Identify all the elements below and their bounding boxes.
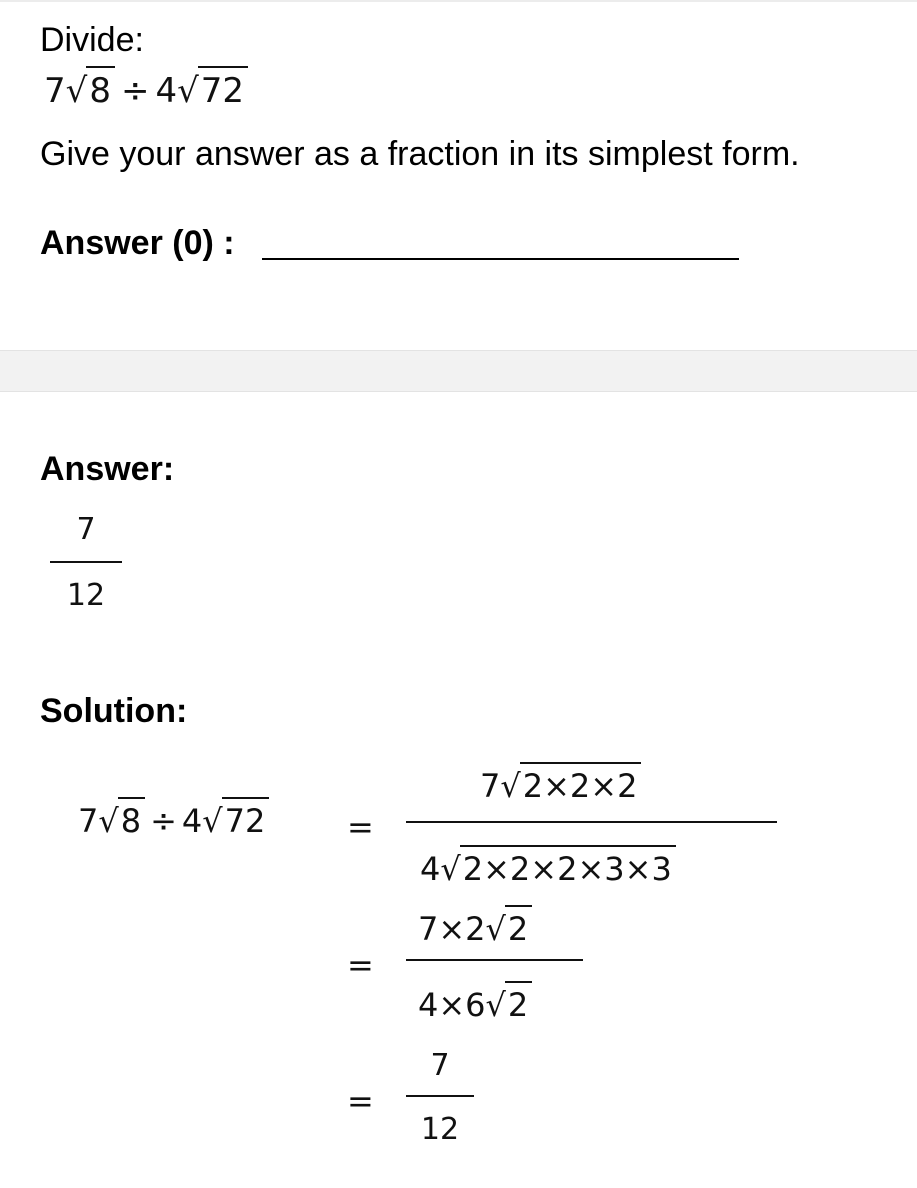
step2-den-sqrt (486, 981, 533, 1027)
lhs-sqrt-2 (202, 797, 269, 843)
step1-num-radicand: 2×2×2 (520, 762, 642, 808)
step1-numerator (480, 762, 641, 808)
radical-icon: √ (202, 802, 223, 840)
solution-lhs (78, 797, 269, 843)
radical-icon: √ (65, 71, 88, 111)
step2-fraction-bar (406, 959, 583, 961)
step1-num-coef: 7 (480, 767, 501, 805)
sqrt-8 (66, 66, 115, 114)
divide-operator: ÷ (120, 71, 150, 111)
question-instruction: Give your answer as a fraction in its simplest form. (40, 135, 800, 173)
radicand-1: 8 (86, 66, 115, 114)
answer-fraction-bar (50, 561, 122, 563)
equals-sign-1: = (347, 808, 374, 846)
lhs-radicand-2: 72 (222, 797, 270, 843)
step2-num-sqrt (486, 905, 533, 951)
answer-input-line[interactable] (262, 258, 739, 260)
answer-input-label: Answer (0) : (40, 224, 235, 262)
expr-coef-1: 7 (44, 71, 66, 111)
step2-denominator (418, 981, 532, 1027)
lhs-coef-1: 7 (78, 802, 99, 840)
step1-den-sqrt (440, 845, 675, 891)
radical-icon: √ (177, 71, 199, 111)
solution-label: Solution: (40, 692, 188, 730)
step3-denominator: 12 (420, 1112, 460, 1147)
sqrt-72 (177, 66, 248, 114)
lhs-sqrt-1 (98, 797, 145, 843)
step2-numerator (418, 905, 532, 951)
equals-sign-2: = (347, 946, 374, 984)
question-expression (44, 66, 248, 114)
step3-numerator: 7 (430, 1048, 450, 1083)
equals-sign-3: = (347, 1082, 374, 1120)
step1-den-radicand: 2×2×2×3×3 (460, 845, 676, 891)
step2-den-radicand: 2 (505, 981, 532, 1027)
lhs-coef-2: 4 (181, 802, 203, 840)
section-separator (0, 350, 917, 392)
radical-icon: √ (485, 910, 506, 948)
step1-num-sqrt (500, 762, 641, 808)
radical-icon: √ (440, 850, 461, 888)
expr-coef-2: 4 (155, 71, 178, 111)
answer-denominator: 12 (66, 578, 106, 613)
lhs-divide-operator: ÷ (150, 802, 177, 840)
step1-den-coef: 4 (420, 850, 441, 888)
lhs-radicand-1: 8 (118, 797, 145, 843)
answer-label: Answer: (40, 450, 175, 488)
answer-numerator: 7 (76, 512, 96, 547)
step2-num-prefix: 7×2 (418, 910, 486, 948)
radical-icon: √ (500, 767, 521, 805)
step1-fraction-bar (406, 821, 777, 823)
radical-icon: √ (485, 986, 506, 1024)
radical-icon: √ (98, 802, 119, 840)
step2-num-radicand: 2 (505, 905, 532, 951)
question-prompt: Divide: (40, 21, 144, 59)
step1-denominator (420, 845, 676, 891)
step3-fraction-bar (406, 1095, 474, 1097)
radicand-2: 72 (198, 66, 248, 114)
top-divider (0, 0, 917, 2)
step2-den-prefix: 4×6 (418, 986, 486, 1024)
